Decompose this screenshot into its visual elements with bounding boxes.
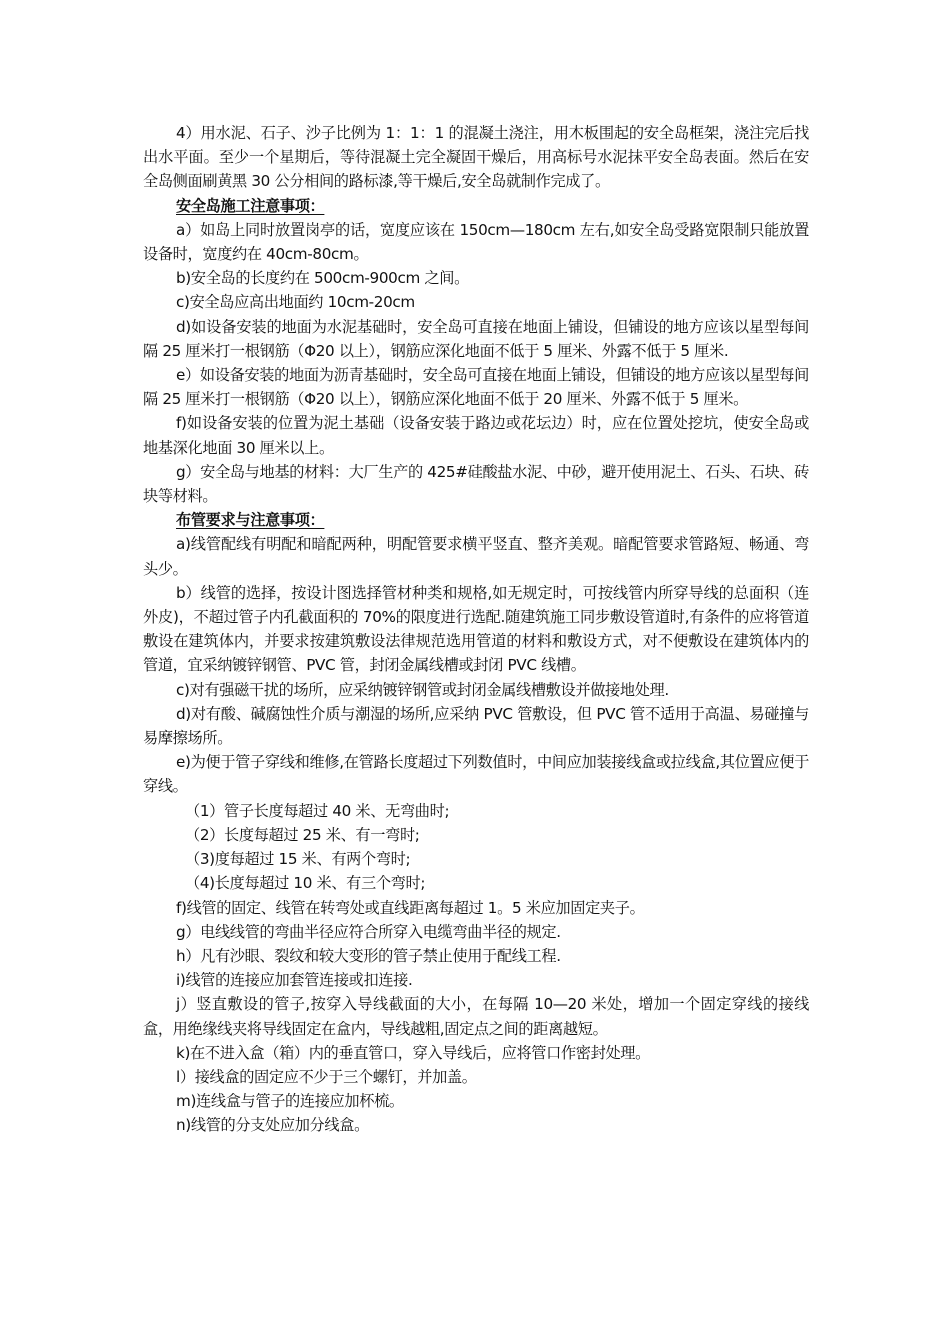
paragraph-step-4: 4）用水泥、石子、沙子比例为 1：1：1 的混凝土浇注，用木板围起的安全岛框架，浇注完后找出水平面。至少一个星期后，等待混凝土完全凝固干燥后，用高标号水泥抹平安全岛表面。然后在安全岛侧面刷黄黑 30 公分相间的路标漆,等干燥后,安全岛就制作完成了。 (143, 124, 809, 191)
paragraph-item-d: d)如设备安装的地面为水泥基础时，安全岛可直接在地面上铺设，但铺设的地方应该以星型每间隔 25 厘米打一根钢筋（Φ20 以上），钢筋应深化地面不低于 5 厘米、外露不低于 5 厘米. (143, 317, 809, 360)
paragraph-conduit-j: j）竖直敷设的管子,按穿入导线截面的大小，在每隔 10—20 米处，增加一个固定穿线的接线盒，用绝缘线夹将导线固定在盒内，导线越粗,固定点之间的距离越短。 (143, 995, 809, 1038)
paragraph-conduit-d: d)对有酸、碱腐蚀性介质与潮湿的场所,应采纳 PVC 管敷设，但 PVC 管不适用于高温、易碰撞与易摩擦场所。 (143, 704, 809, 748)
paragraph-item-a: a）如岛上同时放置岗亭的话，宽度应该在 150cm—180cm 左右,如安全岛受路宽限制只能放置设备时，宽度约在 40cm-80cm。 (143, 220, 809, 264)
list-item-4: （4)长度每超过 10 米、有三个弯时; (185, 874, 426, 893)
paragraph-conduit-k: k)在不进入盒（箱）内的垂直管口，穿入导线后，应将管口作密封处理。 (176, 1043, 650, 1062)
section-heading-text: 安全岛施工注意事项： (176, 196, 325, 215)
paragraph-conduit-i: i)线管的连接应加套管连接或扣连接. (176, 971, 413, 990)
paragraph-conduit-m: m)连线盒与管子的连接应加杯梳。 (176, 1092, 404, 1111)
list-item-3: （3)度每超过 15 米、有两个弯时; (185, 850, 411, 869)
section-heading-conduit (143, 508, 809, 532)
paragraph-item-c: c)安全岛应高出地面约 10cm-20cm (176, 293, 415, 312)
list-item-1: （1）管子长度每超过 40 米、无弯曲时; (185, 801, 450, 820)
paragraph-conduit-c: c)对有强磁干扰的场所，应采纳镀锌钢管或封闭金属线槽敷设并做接地处理. (176, 680, 669, 699)
paragraph-conduit-e: e)为便于管子穿线和维修,在管路长度超过下列数值时，中间应加装接线盒或拉线盒,其位置应便于穿线。 (143, 753, 809, 796)
list-item-2: （2）长度每超过 25 米、有一弯时; (185, 825, 420, 844)
paragraph-conduit-h: h）凡有沙眼、裂纹和较大变形的管子禁止使用于配线工程. (176, 946, 561, 965)
paragraph-conduit-b: b）线管的选择，按设计图选择管材种类和规格,如无规定时，可按线管内所穿导线的总面积（连外皮)，不超过管子内孔截面积的 70%的限度进行选配.随建筑施工同步敷设管道时,有条件的应将管道敷设在建筑体内，并要求按建筑敷设法律规范选用管道的材料和敷设方式，对不便敷设在建筑体内的管道，宜采纳镀锌钢管、PVC 管，封闭金属线槽或封闭 PVC 线槽。 (143, 583, 809, 675)
paragraph-item-e: e）如设备安装的地面为沥青基础时，安全岛可直接在地面上铺设，但铺设的地方应该以星型每间隔 25 厘米打一根钢筋（Φ20 以上），钢筋应深化地面不低于 20 厘米、外露不低于 5 厘米。 (143, 366, 809, 409)
paragraph-conduit-f: f)线管的固定、线管在转弯处或直线距离每超过 1。5 米应加固定夹子。 (176, 898, 645, 917)
paragraph-conduit-n: n)线管的分支处应加分线盒。 (176, 1116, 369, 1135)
document-page (143, 121, 809, 1138)
paragraph-item-f: f)如设备安装的位置为泥土基础（设备安装于路边或花坛边）时，应在位置处挖坑，使安全岛或地基深化地面 30 厘米以上。 (143, 414, 809, 457)
paragraph-conduit-g: g）电线线管的弯曲半径应符合所穿入电缆弯曲半径的规定. (176, 922, 561, 941)
paragraph-conduit-a: a)线管配线有明配和暗配两种，明配管要求横平竖直、整齐美观。暗配管要求管路短、畅通、弯头少。 (143, 535, 809, 578)
paragraph-item-g: g）安全岛与地基的材料：大厂生产的 425#硅酸盐水泥、中砂，避开使用泥土、石头、石块、砖块等材料。 (143, 462, 809, 506)
section-heading-text: 布管要求与注意事项： (176, 511, 325, 530)
section-heading-safety-island (143, 194, 809, 218)
paragraph-conduit-l: l）接线盒的固定应不少于三个螺钉，并加盖。 (176, 1067, 477, 1086)
paragraph-item-b: b)安全岛的长度约在 500cm-900cm 之间。 (176, 269, 469, 288)
